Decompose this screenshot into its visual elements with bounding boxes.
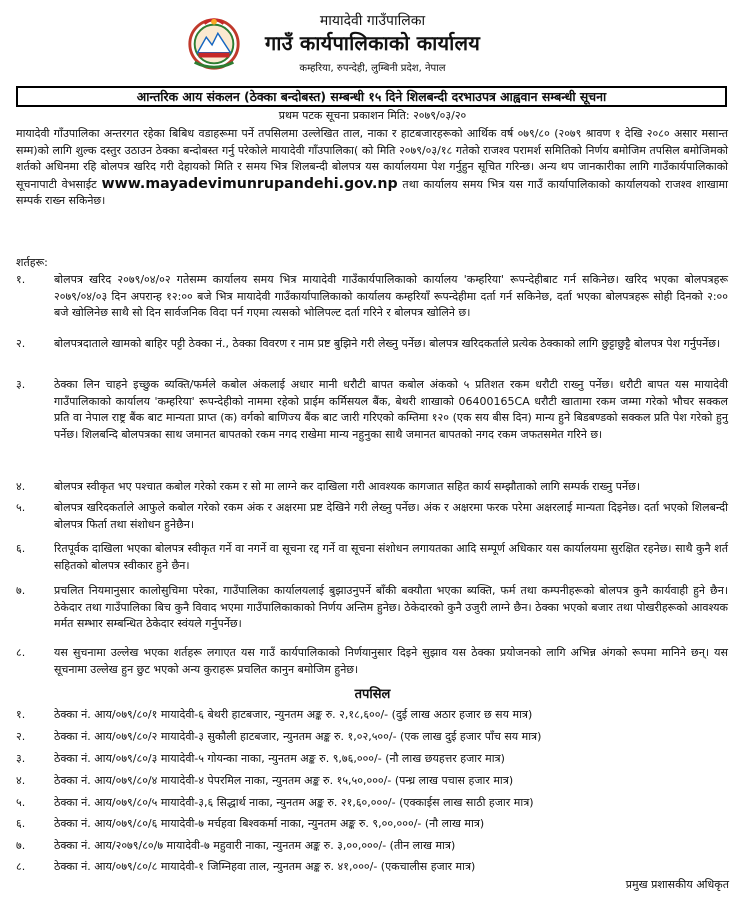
condition-number: १. [16,273,26,286]
condition-text: बोलपत्र स्वीकृत भए पश्चात कबोल गरेको रकम र सो मा लाग्ने कर दाखिला गरी आवश्यक कागजात सहित कार्य सम्झौताको लागि सम्पर्क राख्नु पर्नेछ। [54,480,640,493]
condition-text: रितपूर्वक दाखिला भएका बोलपत्र स्वीकृत गर्ने वा नगर्ने वा सूचना रद्द गर्ने वा सूचना संशोधन लगायतका आदि सम्पूर्ण अधिकार यस कार्यालयमा सुरक्षित रहनेछ। साथै कुनै शर्त सहितको बोलपत्र स्वीकार हुने छैन। [54,542,728,572]
schedule-number: ५. [16,796,26,809]
condition-text: बोलपत्र खरिदकर्ताले आफुले कबोल गरेको रकम अंक र अक्षरमा प्रष्ट देखिने गरी लेख्नु पर्नेछ। अंक र अक्षरमा फरक परेमा अक्षरलाई मान्यता दिइनेछ। दर्ता भएको शिलबन्दी बोलपत्र फिर्ता तथा संशोधन हुनेछैन। [54,501,728,531]
website-link[interactable]: www.mayadevimunrupandehi.gov.np [101,175,398,192]
condition-text: बोलपत्र खरिद २०७९/०४/०२ गतेसम्म कार्यालय समय भित्र मायादेवी गाउँकार्यपालिकाको कार्यालय 'कम्हरिया' रूपन्देहीबाट गर्न सकिनेछ। खरिद भएका बोलपत्रहरू २०७९/०४/०३ दिन अपरान्ह १२:०० बजे भित्र मायादेवी गाउँकार्यापालिकाको कार्यालय कम्हरियाँ रूपन्देहीमा दर्ता गर्न सकिनेछ, दर्ता भएका बोलपत्रहरू सोही दिनको २:०० बजे खोलिनेछ साथै सो दिन सार्वजनिक विदा पर्न गएमा त्यसको भोलिपल्ट दर्ता गरिने र बोलपत्र खोलिने छ। [54,273,728,319]
intro-text-before: मायादेवी गाँउपालिका अन्तरगत रहेका बिबिध वडाहरूमा पर्ने तपसिलमा उल्लेखित ताल, नाका र हाटबजारहरूको आर्थिक वर्ष ०७९/८० (२०७९ श्रावण १ देखि २०८० असार मसान्त सम्म)को लागि शुल्क दस्तुर उठाउन ठेक्का बन्दोबस्त गर्नु परेकोले मायादेवी गाँउपालिका( को मिति २०७९/०३/१८ गतेको राजश्व परामर्श समितिको निर्णय बमोजिम तपसिल बमोजिमको शर्तको अधिनमा रहि बोलपत्र खरिद गरी देहायको मिति र समय भित्र शिलबन्दी बोलपत्र यस कार्यालयमा पेश गर्नुहुन सूचित गरिन्छ। अन्य थप जानकारीका लागि गाउँकार्यपालिकाको सूचनापाटी वेभसाईट [16,127,728,191]
schedule-text: ठेक्का नं. आय/०७९/८०/४ मायादेवी-४ पेपरमिल नाका, न्युनतम अङ्क रु. १५,५०,०००/- (पन्ध्र लाख पचास हजार मात्र) [54,774,514,787]
condition-number: ७. [16,584,26,597]
schedule-number: ४. [16,774,26,787]
schedule-number: ८. [16,860,26,873]
condition-text: ठेक्का लिन चाहने इच्छुक ब्यक्ति/फर्मले कबोल अंकलाई अधार मानी धरौटी बापत कबोल अंकको ५ प्रतिशत रकम धरौटी राख्नु पर्नेछ। धरौटी बापत यस मायादेवी गाउँपालिकाको कार्यालय 'कम्हरिया' रूपन्देहीको नाममा रहेको प्राईम कर्मिसयल बैंक, बेथरी शाखाको 06400165CA धरौटी खातामा रकम जम्मा गरेको भौचर सक्कल प्रति वा नेपाल राष्ट्र बैंक बाट मान्यता प्राप्त (क) वर्गको बाणिज्य बैंक बाट जारी गरिएको कम्तिमा १२० (एक सय बीस दिन) मान्य हुने बिडबण्डको सक्कल प्रति पेश गरेको हुनु पर्नेछ। शिलबन्दि बोलपत्रका साथ जमानत बापतको रकम नगद राखेमा मान्य नहुनुका साथै जमानत बापतको नगद रकम जफतसमेत गरिने छ। [54,378,728,441]
schedule-text: ठेक्का नं. आय/२०७९/८०/७ मायादेवी-७ महुवारी नाका, न्युनतम अङ्क रु. ३,००,०००/- (तीन लाख मात्र) [54,839,456,852]
schedule-heading: तपसिल [354,687,391,702]
schedule-text: ठेक्का नं. आय/०७९/८०/६ मायादेवी-७ मर्चहवा बिश्वकर्मा नाका, न्युनतम अङ्क रु. ९,००,०००/- (नौ लाख मात्र) [54,817,485,830]
schedule-number: ३. [16,752,26,765]
schedule-text: ठेक्का नं. आय/०७९/८०/३ मायादेवी-५ गोयन्का नाका, न्युनतम अङ्क रु. ९,७६,०००/- (नौ लाख छयहत्तर हजार मात्र) [54,752,505,765]
org-name-line1: मायादेवी गाउँपालिका [319,13,426,29]
schedule-text: ठेक्का नं. आय/०७९/८०/८ मायादेवी-१ जिम्निहवा ताल, न्युनतम अङ्क रु. ४१,०००/- (एकचालीस हजार मात्र) [54,860,476,873]
notice-title: आन्तरिक आय संकलन (ठेक्का बन्दोबस्त) सम्बन्धी १५ दिने शिलबन्दी दरभाउपत्र आह्ववान सम्बन्धी सूचना [16,86,727,107]
condition-number: ३. [16,378,26,391]
schedule-text: ठेक्का नं. आय/०७९/८०/५ मायादेवी-३,६ सिद्धार्थ नाका, न्युनतम अङ्क रु. २१,६०,०००/- (एक्काईस लाख साठी हजार मात्र) [54,796,534,809]
condition-number: ६. [16,542,26,555]
schedule-number: २. [16,730,26,743]
schedule-text: ठेक्का नं. आय/०७९/८०/२ मायादेवी-३ सुकौली हाटबजार, न्युनतम अङ्क रु. १,०२,५००/- (एक लाख दुई हजार पाँच सय मात्र) [54,730,542,743]
condition-number: ८. [16,646,26,659]
schedule-number: ७. [16,839,26,852]
condition-text: प्रचलित नियमानुसार कालोसुचिमा परेका, गाउँपालिका कार्यालयलाई बुझाउनुपर्ने बाँकी बक्यौता भएका ब्यक्ति, फर्म तथा कम्पनीहरूको बोलपत्र कुनै कार्यवाही हुने छैन। ठेकेदार तथा गाउँपालिका बिच कुनै विवाद भएमा गाउँपालिकाकाको निर्णय अन्तिम हुनेछ। ठेकेदारको कुनै उजुरी लाग्ने छैन। ठेक्का भएको बजार तथा पोखरीहरूको आवश्यक मर्मत सम्भार सम्बन्धित ठेकेदार स्वंयले गर्नुपर्नेछ। [54,584,728,630]
conditions-heading: शर्तहरू: [16,256,48,269]
condition-number: २. [16,337,26,350]
condition-number: ५. [16,501,26,514]
condition-number: ४. [16,480,26,493]
publication-date: प्रथम पटक सूचना प्रकाशन मिति: २०७९/०३/२० [278,109,467,122]
schedule-number: १. [16,708,26,721]
letterhead [0,0,745,88]
intro-text-after: तथा कार्यालय समय भित्र यस गाउँ कार्यापालिकाको कार्यालयको राजश्व शाखामा सम्पर्क राख्न सकिनेछ। [16,177,728,207]
org-address: कम्हरिया, रुपन्देही, लुम्बिनी प्रदेश, नेपाल [299,63,446,74]
schedule-text: ठेक्का नं. आय/०७९/८०/१ मायादेवी-६ बेथरी हाटबजार, न्युनतम अङ्क रु. २,१८,६००/- (दुई लाख अठार हजार छ सय मात्र) [54,708,533,721]
condition-text: यस सुचनामा उल्लेख भएका शर्तहरू लगाएत यस गाउँ कार्यपालिकाको निर्णयानुसार दिइने सुझाव यस ठेक्का प्रयोजनको लागि अभिन्न अंगको रूपमा मानिने छन्। यस सूचनामा उल्लेख हुन छुट भएको अन्य कुराहरू प्रचलित कानुन बमोजिम हुनेछ। [54,646,728,676]
intro-paragraph [16,126,728,210]
org-name-line2: गाउँ कार्यपालिकाको कार्यालय [264,31,481,55]
signatory-title: प्रमुख प्रशासकीय अधिकृत [625,878,729,891]
schedule-number: ६. [16,817,26,830]
condition-text: बोलपत्रदाताले खामको बाहिर पट्टी ठेक्का नं., ठेक्का विवरण र नाम प्रष्ट बुझिने गरी लेख्नु पर्नेछ। बोलपत्र खरिदकर्ताले प्रत्येक ठेक्काको लागि छुट्टाछुट्टै बोलपत्र पेश गर्नुपर्नेछ। [54,337,721,350]
